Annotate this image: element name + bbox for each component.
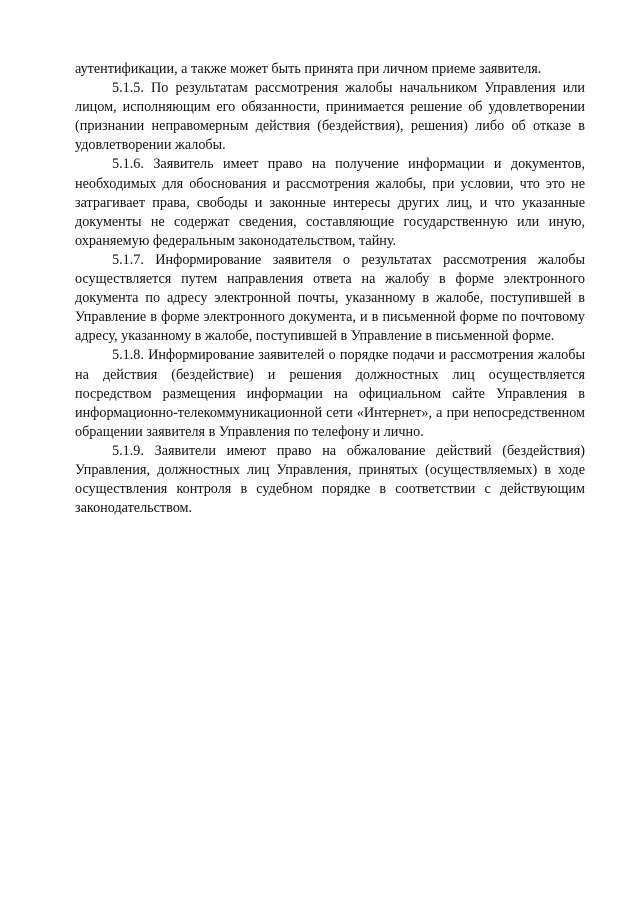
paragraph-5-1-8: 5.1.8. Информирование заявителей о порядке подачи и рассмотрения жалобы на действия (бездействие) и решения должностных лиц осуществляется посредством размещения информации на официальном сайте Управления в информационно-телекоммуникационной сети «Интернет», а при непосредственном обращении заявителя в Управления по телефону и лично. xyxy=(75,347,585,440)
paragraph-5-1-6: 5.1.6. Заявитель имеет право на получение информации и документов, необходимых для обоснования и рассмотрения жалобы, при условии, что это не затрагивает права, свободы и законные интересы других лиц, и что указанные документы не содержат сведения, составляющие государственную или иную, охраняемую федеральным законодательством, тайну. xyxy=(75,156,585,249)
paragraph-continuation: аутентификации, а также может быть принята при личном приеме заявителя. xyxy=(75,61,542,77)
paragraph-5-1-5: 5.1.5. По результатам рассмотрения жалобы начальником Управления или лицом, исполняющим его обязанности, принимается решение об удовлетворении (признании неправомерным действия (бездействия), решения) либо об отказе в удовлетворении жалобы. xyxy=(75,80,585,154)
paragraph-5-1-9: 5.1.9. Заявители имеют право на обжалование действий (бездействия) Управления, должностных лиц Управления, принятых (осуществляемых) в ходе осуществления контроля в судебном порядке в соответствии с действующим законодательством. xyxy=(75,442,585,517)
document-page xyxy=(75,60,585,518)
paragraph-5-1-7: 5.1.7. Информирование заявителя о результатах рассмотрения жалобы осуществляется путем направления ответа на жалобу в форме электронного документа по адресу электронной почты, указанному в жалобе, поступившей в Управление в форме электронного документа, и в письменной форме по почтовому адресу, указанному в жалобе, поступившей в Управление в письменной форме. xyxy=(75,251,585,345)
